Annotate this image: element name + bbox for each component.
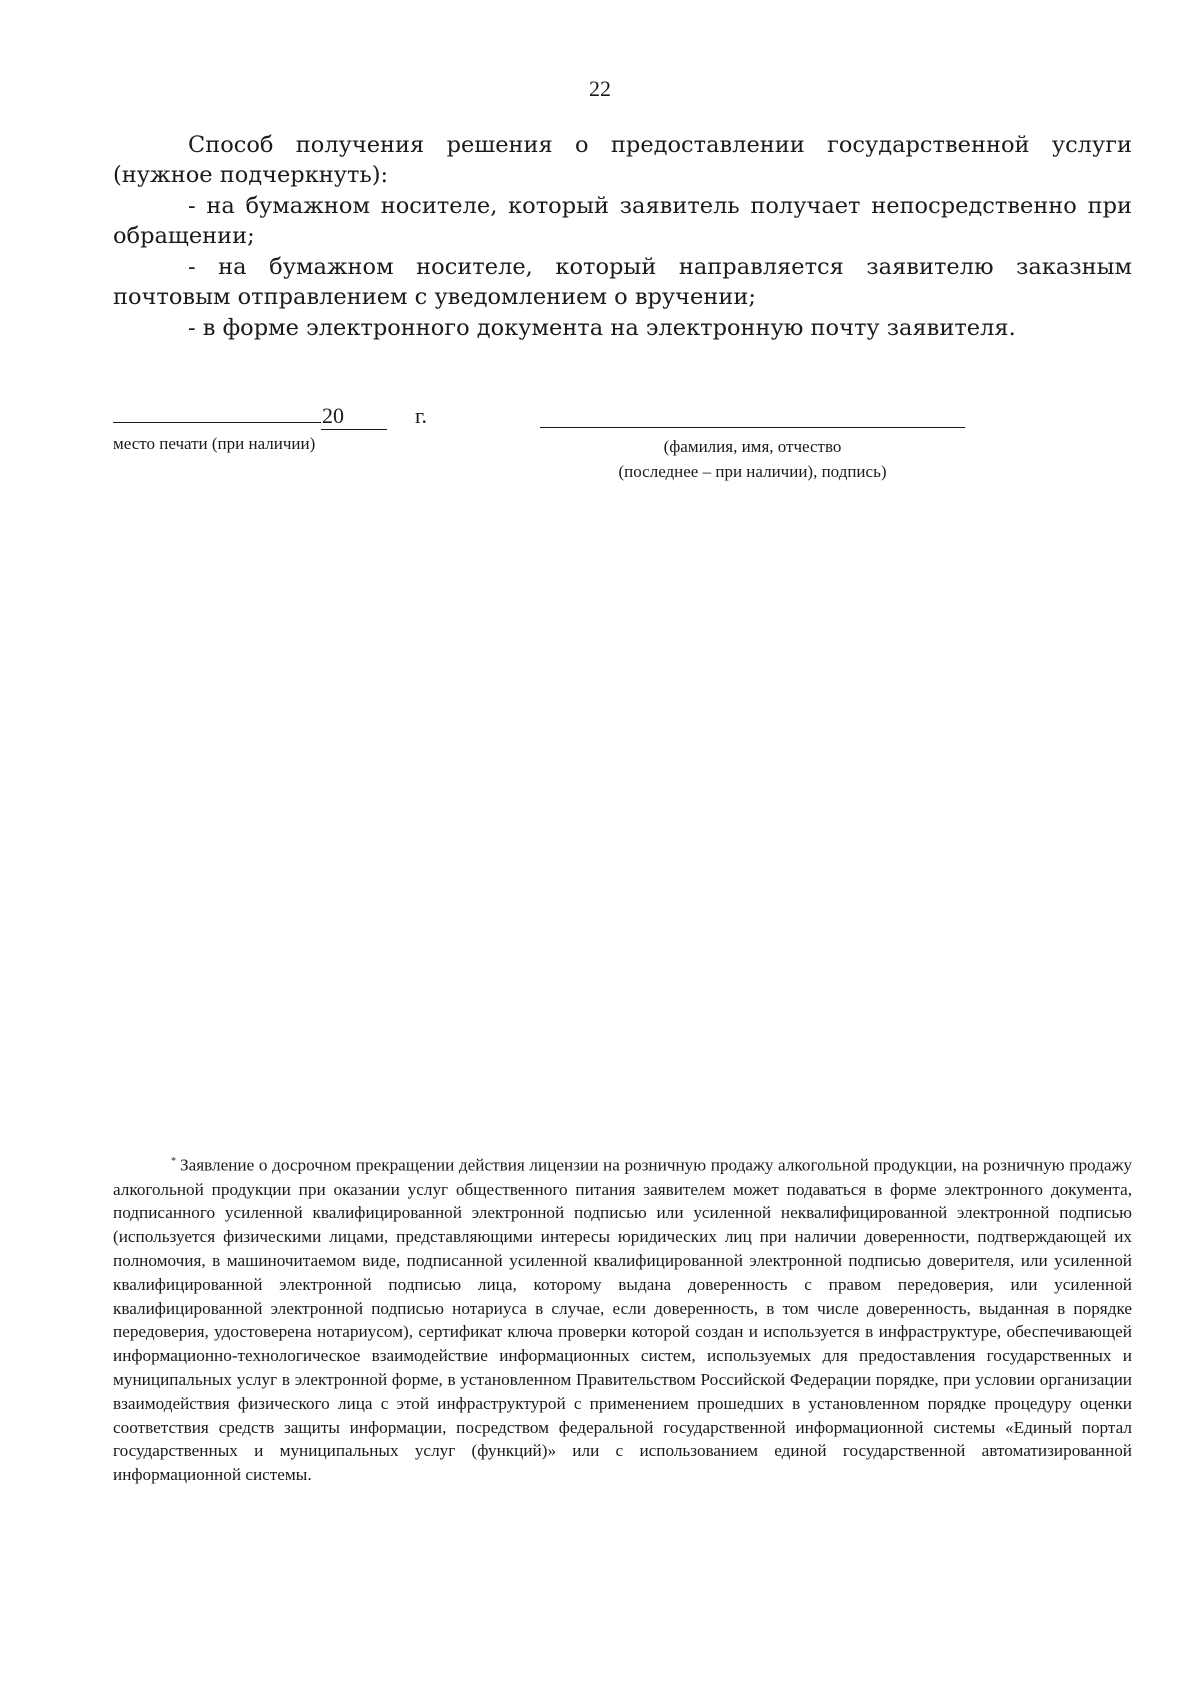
signature-caption-line-2: (последнее – при наличии), подпись) — [618, 462, 887, 481]
signature-line — [540, 427, 965, 428]
year-field — [321, 403, 387, 430]
year-suffix: г. — [415, 403, 428, 428]
footnote — [113, 1150, 1132, 1487]
year-prefix: 20 — [322, 403, 344, 428]
signature-caption-line-1: (фамилия, имя, отчество — [663, 437, 842, 456]
paragraph-option-paper-by-mail: - на бумажном носителе, который направляется заявителю заказным почтовым отправлением с уведомлением о вручении; — [113, 254, 1132, 310]
paragraph-option-electronic: - в форме электронного документа на электронную почту заявителя. — [188, 315, 1016, 341]
paragraph-method-heading: Способ получения решения о предоставлении государственной услуги (нужное подчеркнуть): — [113, 132, 1132, 188]
main-text — [113, 130, 1132, 344]
date-line — [113, 400, 427, 430]
date-blank — [113, 400, 321, 423]
stamp-caption: место печати (при наличии) — [113, 434, 316, 453]
footnote-text: Заявление о досрочном прекращении действия лицензии на розничную продажу алкогольной продукции, на розничную продажу алкогольной продукции при оказании услуг общественного питания заявителем может подаваться в форме электронного документа, подписанного усиленной квалифицированной электронной подписью или усиленной неквалифицированной электронной подписью (используется физическими лицами, представляющими интересы юридических лиц при наличии доверенности, подтверждающей их полномочия, в машиночитаемом виде, подписанной усиленной квалифицированной электронной подписью доверителя, или усиленной квалифицированной электронной подписью лица, которому выдана доверенность с правом передоверия, или усиленной квалифицированной электронной подписью нотариуса в случае, если доверенность, в том числе доверенность, выданная в порядке передоверия, удостоверена нотариусом), сертификат ключа проверки которой создан и используется в инфраструктуре, обеспечивающей информационно-технологическое взаимодействие информационных систем, используемых для предоставления государственных и муниципальных услуг в электронной форме, в установленном Правительством Российской Федерации порядке, при условии организации взаимодействия физического лица с этой инфраструктурой с применением прошедших в установленном порядке процедуру оценки соответствия средств защиты информации, посредством федеральной государственной информационной системы «Единый портал государственных и муниципальных услуг (функций)» или с использованием единой государственной автоматизированной информационной системы. — [113, 1155, 1132, 1485]
footnote-marker: * — [171, 1156, 176, 1167]
page-number: 22 — [589, 76, 611, 101]
paragraph-option-paper-in-person: - на бумажном носителе, который заявитель получает непосредственно при обращении; — [113, 193, 1132, 249]
signature-caption — [540, 434, 965, 484]
